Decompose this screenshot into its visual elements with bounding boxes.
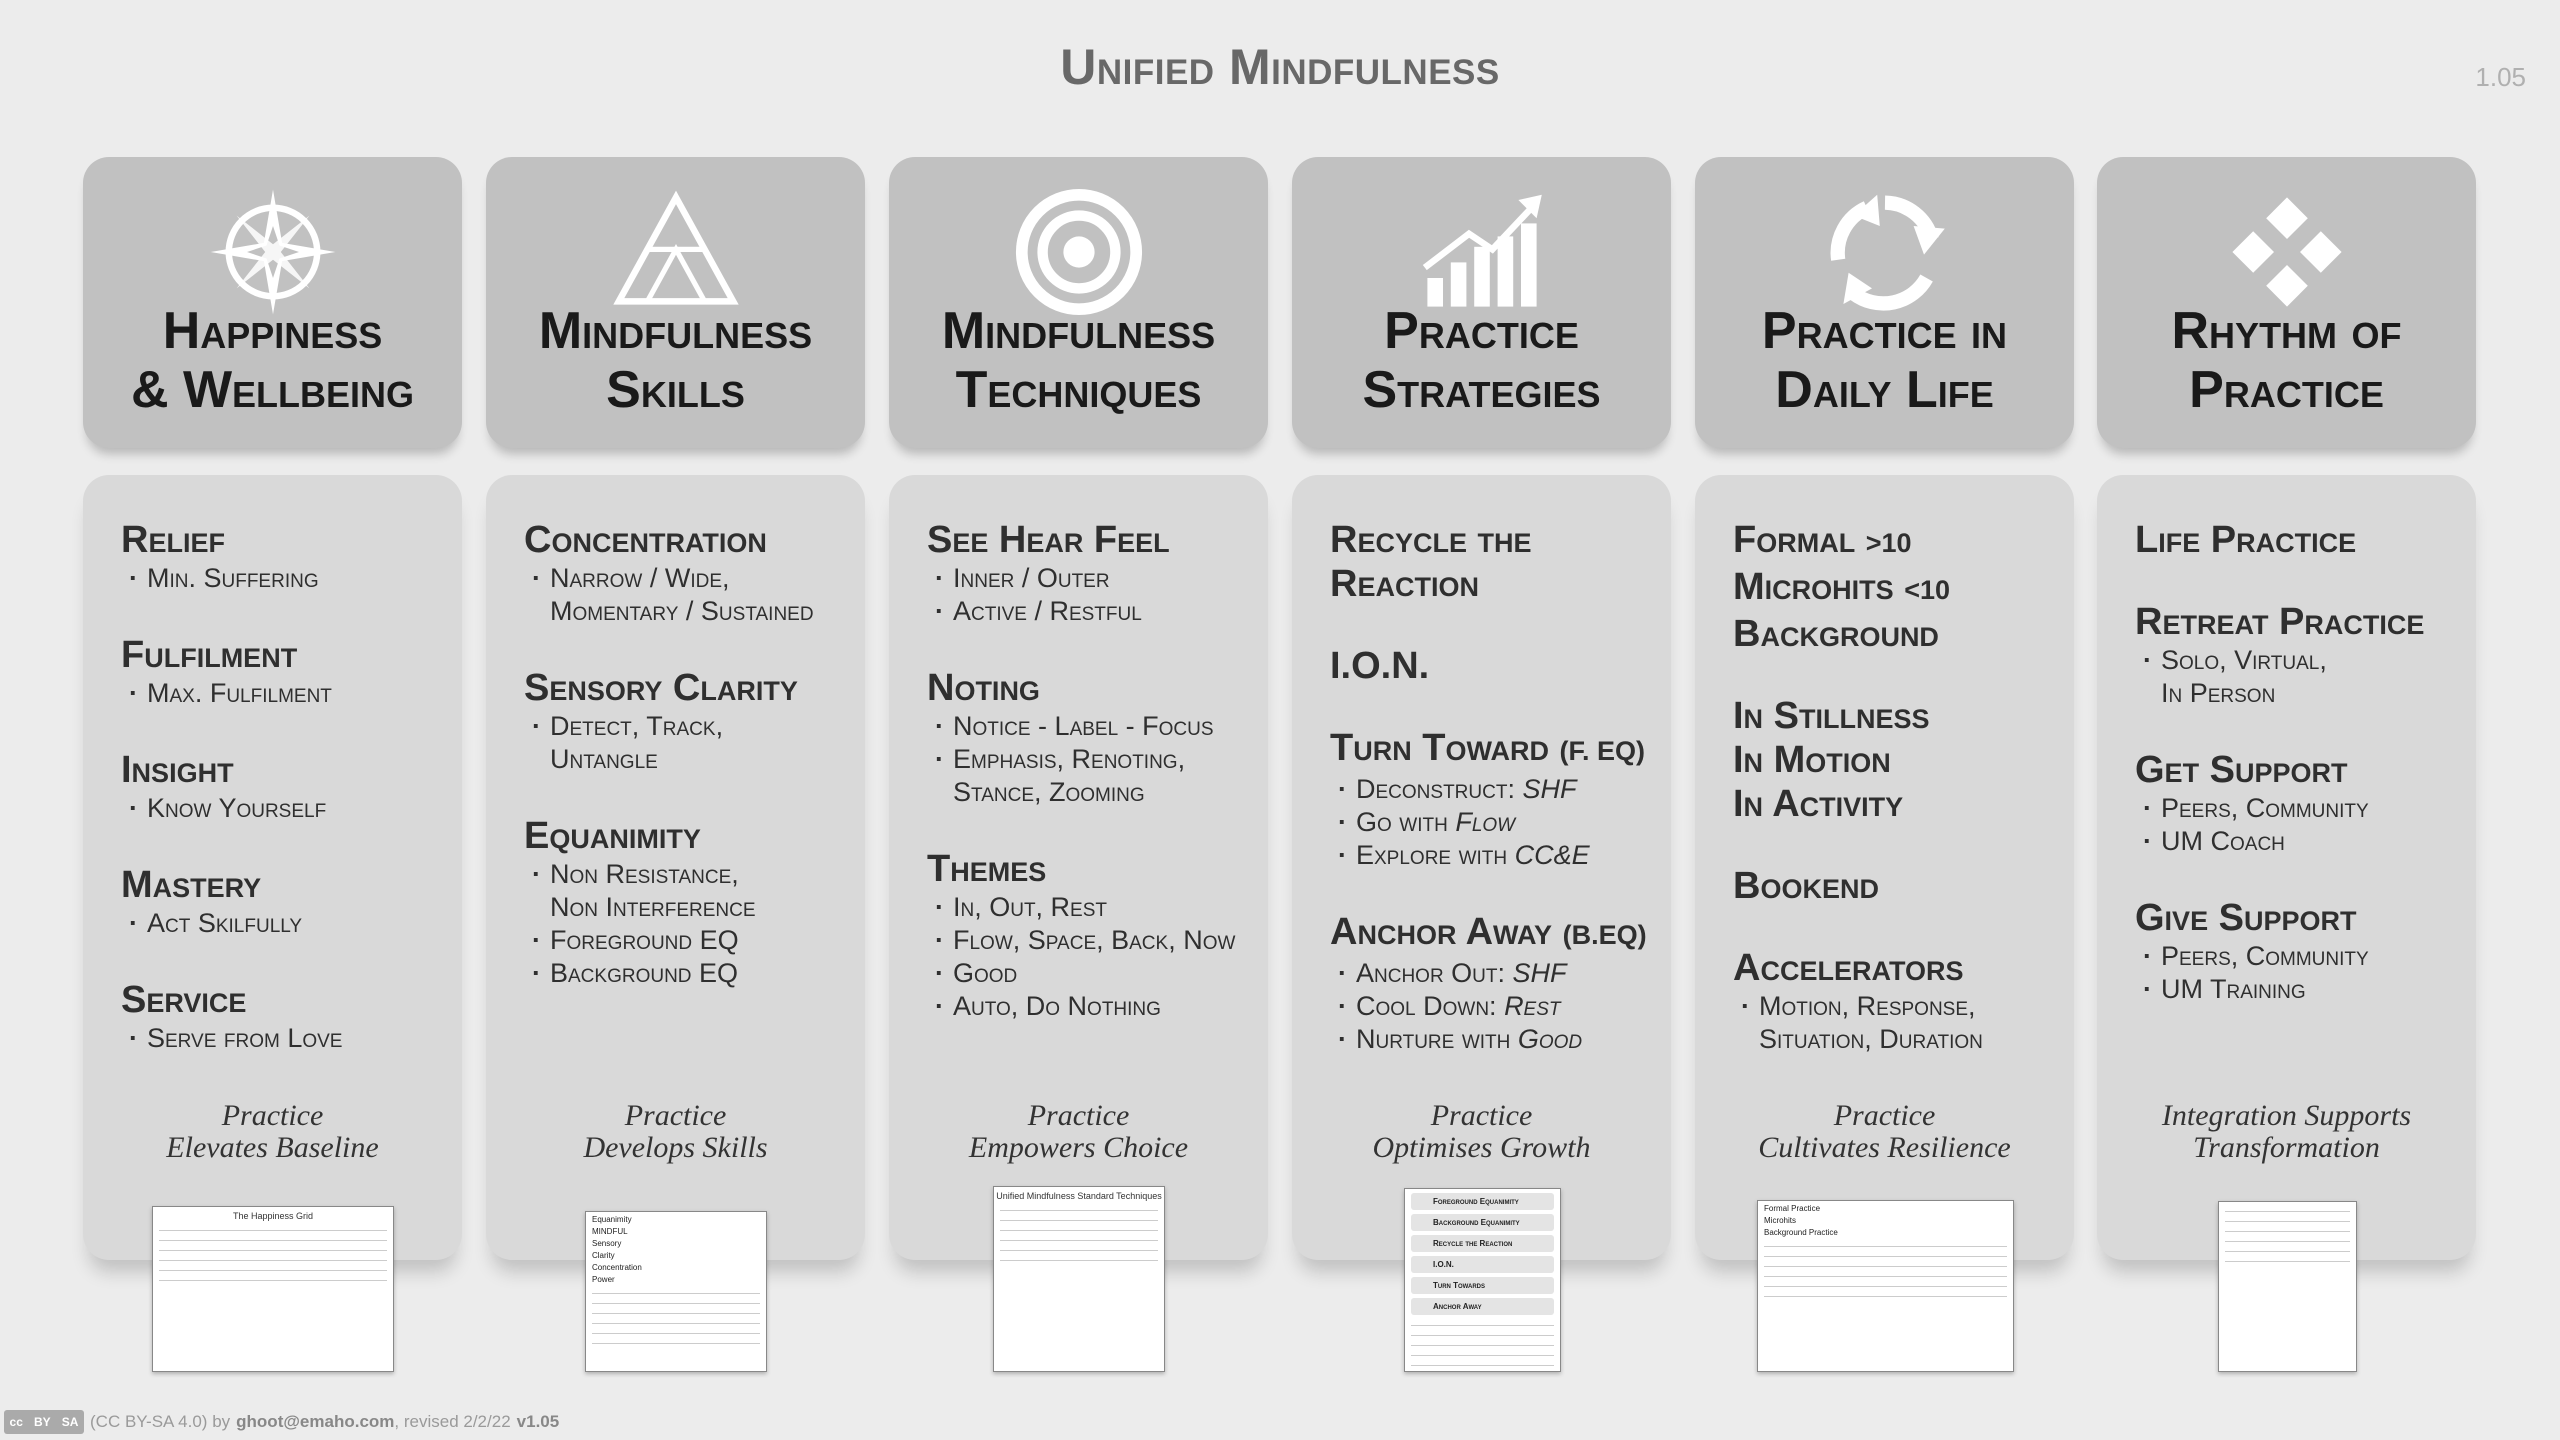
column-caption: [1292, 1100, 1671, 1164]
column-header-title: [1292, 302, 1671, 420]
diamonds-icon: [2222, 187, 2352, 317]
thumbnail-line: [1000, 1244, 1158, 1251]
item-title: [121, 518, 456, 562]
thumbnail-line: [1411, 1319, 1554, 1326]
document-thumbnail[interactable]: [993, 1186, 1165, 1372]
thumbnail-row: Anchor Away: [1411, 1298, 1554, 1315]
emphasis-text: Good: [1517, 1024, 1583, 1054]
emphasis-text: Rest: [1504, 991, 1561, 1021]
item-title: [1733, 518, 2068, 565]
thumbnail-line: [2225, 1205, 2350, 1212]
thumbnail-line: [1411, 1329, 1554, 1336]
item-title-suffix: >10: [1865, 528, 1912, 558]
item-title-text: Background: [1733, 613, 1939, 655]
item-title: [2135, 600, 2470, 644]
item-title-text: Mastery: [121, 864, 262, 906]
item-subpoint: · Anchor Out: SHF: [1330, 957, 1665, 990]
column-body-card: [1292, 475, 1671, 1311]
thumbnail-label: Clarity: [592, 1251, 615, 1260]
header-line: Mindfulness: [941, 302, 1216, 360]
item-subpoint: In Person: [2161, 678, 2276, 708]
header-line: Happiness: [162, 302, 383, 360]
item-list: [524, 518, 859, 1028]
item-title-text: In Motion: [1733, 739, 1891, 781]
caption-line: Optimises Growth: [1372, 1131, 1591, 1164]
list-item: [927, 666, 1262, 809]
caption-line: Practice: [624, 1099, 727, 1132]
item-subpoint: · Deconstruct: SHF: [1330, 773, 1665, 806]
document-thumbnail[interactable]: [2218, 1201, 2357, 1372]
item-subpoint: · Solo, Virtual,: [2135, 644, 2470, 677]
list-item: [1330, 910, 1665, 1056]
item-subpoint: · Cool Down: Rest: [1330, 990, 1665, 1023]
thumbnail-label: Microhits: [1764, 1216, 1797, 1225]
header-line: Practice: [1384, 302, 1579, 360]
item-title: [1733, 565, 2068, 612]
column-header-title: [2097, 302, 2476, 420]
item-title-text: Recycle the Reaction: [1330, 519, 1532, 605]
list-item: [121, 748, 456, 825]
thumbnail-line: [159, 1264, 387, 1271]
thumbnail-line: [592, 1337, 760, 1344]
column-header-title: [83, 302, 462, 420]
item-title-text: Noting: [927, 667, 1040, 709]
column-header-card: [486, 157, 865, 448]
column-body-card: [2097, 475, 2476, 1260]
item-title-text: Bookend: [1733, 865, 1879, 907]
item-subpoint: · Detect, Track,: [524, 710, 859, 743]
item-subpoint: · Flow, Space, Back, Now: [927, 924, 1262, 957]
item-title: [121, 633, 456, 677]
column-header-card: [889, 157, 1268, 448]
target-icon: [1014, 187, 1144, 317]
thumbnail-line: [592, 1297, 760, 1304]
license-text: (CC BY-SA 4.0) by: [90, 1412, 231, 1431]
item-title: [524, 666, 859, 710]
item-title: [121, 863, 456, 907]
item-subpoint: · Max. Fulfilment: [121, 677, 456, 710]
caption-line: Elevates Baseline: [166, 1131, 379, 1164]
revised-text: , revised 2/2/22: [394, 1412, 511, 1431]
column-caption: [1695, 1100, 2074, 1164]
list-item: [121, 633, 456, 710]
thumbnail-line: [159, 1244, 387, 1251]
thumbnail-row: Recycle the Reaction: [1411, 1235, 1554, 1252]
item-subpoint: · Act Skilfully: [121, 907, 456, 940]
thumbnail-line: [1411, 1339, 1554, 1346]
item-title-text: Fulfilment: [121, 634, 298, 676]
thumbnail-line: [1000, 1214, 1158, 1221]
thumbnail-line: [592, 1317, 760, 1324]
header-line: Techniques: [955, 361, 1202, 419]
thumbnail-line: [159, 1274, 387, 1281]
column-body-card: [83, 475, 462, 1260]
item-subpoint: · Narrow / Wide,: [524, 562, 859, 595]
thumbnail-line: [159, 1234, 387, 1241]
thumbnail-line: [1411, 1349, 1554, 1356]
item-subpoint: · Non Resistance,: [524, 858, 859, 891]
item-title: [524, 814, 859, 858]
thumbnail-line: [1000, 1224, 1158, 1231]
version-label: 1.05: [2475, 62, 2526, 92]
caption-line: Practice: [1027, 1099, 1130, 1132]
item-title-text: In Stillness: [1733, 695, 1930, 737]
item-title-text: Give Support: [2135, 897, 2357, 939]
column-header-card: [83, 157, 462, 448]
badge-by: BY: [34, 1415, 51, 1429]
list-item: [2135, 518, 2470, 562]
thumbnail-line: [1764, 1270, 2007, 1277]
item-title: [1330, 726, 1665, 773]
item-subpoint: · Notice - Label - Focus: [927, 710, 1262, 743]
list-item: [1733, 782, 2068, 826]
item-title-text: Relief: [121, 519, 225, 561]
list-item: [1733, 565, 2068, 612]
thumbnail-label: Background Practice: [1764, 1228, 1838, 1237]
thumbnail-line: [592, 1307, 760, 1314]
header-line: Practice: [2189, 361, 2384, 419]
item-list: [2135, 518, 2470, 1044]
thumbnail-label: Power: [592, 1275, 615, 1284]
thumbnail-line: [1000, 1204, 1158, 1211]
thumbnail-line: [2225, 1225, 2350, 1232]
item-title: [927, 518, 1262, 562]
emphasis-text: Flow: [1455, 807, 1516, 837]
item-title: [2135, 748, 2470, 792]
thumbnail-line: [2225, 1255, 2350, 1262]
item-title: [524, 518, 859, 562]
column-header-card: [1292, 157, 1671, 448]
item-subpoint: · Inner / Outer: [927, 562, 1262, 595]
item-title-text: Get Support: [2135, 749, 2348, 791]
document-thumbnail[interactable]: [1757, 1200, 2014, 1372]
thumbnail-line: [1000, 1234, 1158, 1241]
item-title: [2135, 896, 2470, 940]
list-item: [2135, 748, 2470, 858]
item-subpoint: · Nurture with Good: [1330, 1023, 1665, 1056]
list-item: [927, 847, 1262, 1023]
item-title: [2135, 518, 2470, 562]
item-title: [1330, 644, 1665, 688]
header-line: Rhythm of: [2171, 302, 2402, 360]
item-subpoint: · Know Yourself: [121, 792, 456, 825]
thumbnail-label: Sensory: [592, 1239, 622, 1248]
header-line: Strategies: [1362, 361, 1601, 419]
header-line: Practice in: [1761, 302, 2008, 360]
list-item: [1733, 612, 2068, 656]
caption-line: Develops Skills: [583, 1131, 768, 1164]
item-title: [1330, 518, 1590, 606]
item-list: [927, 518, 1262, 1061]
item-subpoint: · Background EQ: [524, 957, 859, 990]
item-title-text: Formal: [1733, 519, 1856, 561]
item-title: [1733, 946, 2068, 990]
thumbnail-line: [2225, 1245, 2350, 1252]
cycle-arrows-icon: [1820, 187, 1950, 317]
item-title: [1330, 910, 1665, 957]
badge-cc: cc: [9, 1415, 23, 1429]
item-title-text: In Activity: [1733, 783, 1904, 825]
item-subpoint: · Peers, Community: [2135, 792, 2470, 825]
cc-license-badge-icon[interactable]: [4, 1410, 84, 1434]
caption-line: Practice: [221, 1099, 324, 1132]
thumbnail-line: [159, 1254, 387, 1261]
list-item: [1330, 726, 1665, 872]
item-subpoint: · Foreground EQ: [524, 924, 859, 957]
item-title-suffix: (B.EQ): [1562, 920, 1647, 950]
column-body-card: [486, 475, 865, 1284]
item-title-text: See Hear Feel: [927, 519, 1170, 561]
thumbnail-label: Formal Practice: [1764, 1204, 1821, 1213]
item-title-text: Sensory Clarity: [524, 667, 798, 709]
item-subpoint: · Emphasis, Renoting,: [927, 743, 1262, 776]
item-list: [1733, 518, 2068, 1094]
item-subpoint: · Go with Flow: [1330, 806, 1665, 839]
column-body-card: [1695, 475, 2074, 1260]
thumbnail-title: The Happiness Grid: [232, 1211, 314, 1221]
emphasis-text: SHF: [1522, 774, 1577, 804]
item-title: [121, 748, 456, 792]
item-subpoint: · Serve from Love: [121, 1022, 456, 1055]
header-line: Skills: [606, 361, 745, 419]
item-subpoint: Stance, Zooming: [953, 777, 1145, 807]
list-item: [2135, 896, 2470, 1006]
badge-sa: SA: [61, 1415, 79, 1429]
page-title: Unified Mindfulness: [1060, 39, 1500, 95]
item-title-text: Turn Toward: [1330, 727, 1549, 769]
item-subpoint: Situation, Duration: [1759, 1024, 1983, 1054]
list-item: [1733, 864, 2068, 908]
thumbnail-title: Unified Mindfulness Standard Techniques: [996, 1191, 1162, 1201]
header-line: Mindfulness: [538, 302, 813, 360]
thumbnail-label: Concentration: [592, 1263, 642, 1272]
item-subpoint: · Motion, Response,: [1733, 990, 2068, 1023]
list-item: [1733, 694, 2068, 738]
thumbnail-row: Foreground Equanimity: [1411, 1193, 1554, 1210]
thumbnail-line: [1000, 1254, 1158, 1261]
list-item: [524, 666, 859, 776]
item-title-text: Life Practice: [2135, 519, 2357, 561]
list-item: [2135, 600, 2470, 710]
item-title-text: I.O.N.: [1330, 645, 1430, 687]
list-item: [1733, 946, 2068, 1056]
column-caption: [889, 1100, 1268, 1164]
item-title-text: Themes: [927, 848, 1047, 890]
caption-line: Transformation: [2193, 1131, 2380, 1164]
item-subpoint: · UM Training: [2135, 973, 2470, 1006]
thumbnail-line: [592, 1287, 760, 1294]
column-header-title: [1695, 302, 2074, 420]
list-item: [524, 518, 859, 628]
list-item: [1733, 518, 2068, 565]
item-title-text: Equanimity: [524, 815, 701, 857]
thumbnail-line: [1764, 1290, 2007, 1297]
footer-version: v1.05: [516, 1412, 560, 1431]
item-list: [1330, 518, 1665, 1094]
thumbnail-label: MINDFUL: [592, 1227, 628, 1236]
document-thumbnail[interactable]: [1404, 1188, 1561, 1372]
item-subpoint: · Good: [927, 957, 1262, 990]
list-item: [121, 978, 456, 1055]
item-title-text: Anchor Away: [1330, 911, 1553, 953]
item-subpoint: · UM Coach: [2135, 825, 2470, 858]
header-line: & Wellbeing: [130, 361, 415, 419]
list-item: [1330, 644, 1665, 688]
thumbnail-row: Turn Towards: [1411, 1277, 1554, 1294]
item-title-suffix: (F. EQ): [1559, 736, 1646, 766]
thumbnail-line: [159, 1224, 387, 1231]
item-title-text: Microhits: [1733, 566, 1894, 608]
item-subpoint: · Explore with CC&E: [1330, 839, 1665, 872]
thumbnail-line: [1764, 1250, 2007, 1257]
column-header-title: [889, 302, 1268, 420]
item-title: [927, 666, 1262, 710]
item-list: [121, 518, 456, 1093]
list-item: [927, 518, 1262, 628]
list-item: [1330, 518, 1590, 606]
item-title-text: Insight: [121, 749, 234, 791]
caption-line: Practice: [1430, 1099, 1533, 1132]
column-caption: [83, 1100, 462, 1164]
item-subpoint: Untangle: [550, 744, 658, 774]
item-title-text: Concentration: [524, 519, 767, 561]
document-thumbnail[interactable]: [585, 1211, 767, 1372]
item-title-text: Accelerators: [1733, 947, 1964, 989]
triangle-icon: [611, 187, 741, 317]
column-body-card: [889, 475, 1268, 1260]
thumbnail-line: [1764, 1280, 2007, 1287]
thumbnail-line: [2225, 1235, 2350, 1242]
item-subpoint: · Active / Restful: [927, 595, 1262, 628]
thumbnail-line: [1764, 1240, 2007, 1247]
emphasis-text: CC&E: [1514, 840, 1590, 870]
list-item: [121, 863, 456, 940]
list-item: [121, 518, 456, 595]
thumbnail-line: [1764, 1260, 2007, 1267]
column-caption: [2097, 1100, 2476, 1164]
author-email[interactable]: ghoot@emaho.com: [236, 1412, 395, 1431]
thumbnail-line: [1411, 1369, 1554, 1372]
thumbnail-line: [1411, 1359, 1554, 1366]
caption-line: Empowers Choice: [968, 1131, 1189, 1164]
item-subpoint: · In, Out, Rest: [927, 891, 1262, 924]
item-title: [121, 978, 456, 1022]
item-subpoint: · Min. Suffering: [121, 562, 456, 595]
column-header-card: [2097, 157, 2476, 448]
item-title-text: Service: [121, 979, 247, 1021]
thumbnail-line: [592, 1327, 760, 1334]
growth-chart-icon: [1417, 187, 1547, 317]
header-line: Daily Life: [1775, 361, 1994, 419]
compass-star-icon: [208, 187, 338, 317]
item-title: [927, 847, 1262, 891]
column-caption: [486, 1100, 865, 1164]
thumbnail-label: Equanimity: [592, 1215, 632, 1224]
item-title: [1733, 864, 2068, 908]
item-title: [1733, 738, 2068, 782]
item-subpoint: · Peers, Community: [2135, 940, 2470, 973]
column-header-card: [1695, 157, 2074, 448]
item-title: [1733, 694, 2068, 738]
item-title-suffix: <10: [1904, 575, 1951, 605]
item-title: [1733, 612, 2068, 656]
caption-line: Integration Supports: [2161, 1099, 2412, 1132]
thumbnail-row: Background Equanimity: [1411, 1214, 1554, 1231]
thumbnail-line: [2225, 1215, 2350, 1222]
list-item: [1733, 738, 2068, 782]
footer: [4, 1410, 559, 1434]
item-subpoint: Non Interference: [550, 892, 756, 922]
caption-line: Practice: [1833, 1099, 1936, 1132]
list-item: [524, 814, 859, 990]
item-subpoint: Momentary / Sustained: [550, 596, 814, 626]
emphasis-text: SHF: [1512, 958, 1567, 988]
caption-line: Cultivates Resilience: [1758, 1131, 2011, 1164]
item-title-text: Retreat Practice: [2135, 601, 2425, 643]
thumbnail-row: I.O.N.: [1411, 1256, 1554, 1273]
column-header-title: [486, 302, 865, 420]
item-subpoint: · Auto, Do Nothing: [927, 990, 1262, 1023]
document-thumbnail[interactable]: [152, 1206, 394, 1372]
item-title: [1733, 782, 2068, 826]
